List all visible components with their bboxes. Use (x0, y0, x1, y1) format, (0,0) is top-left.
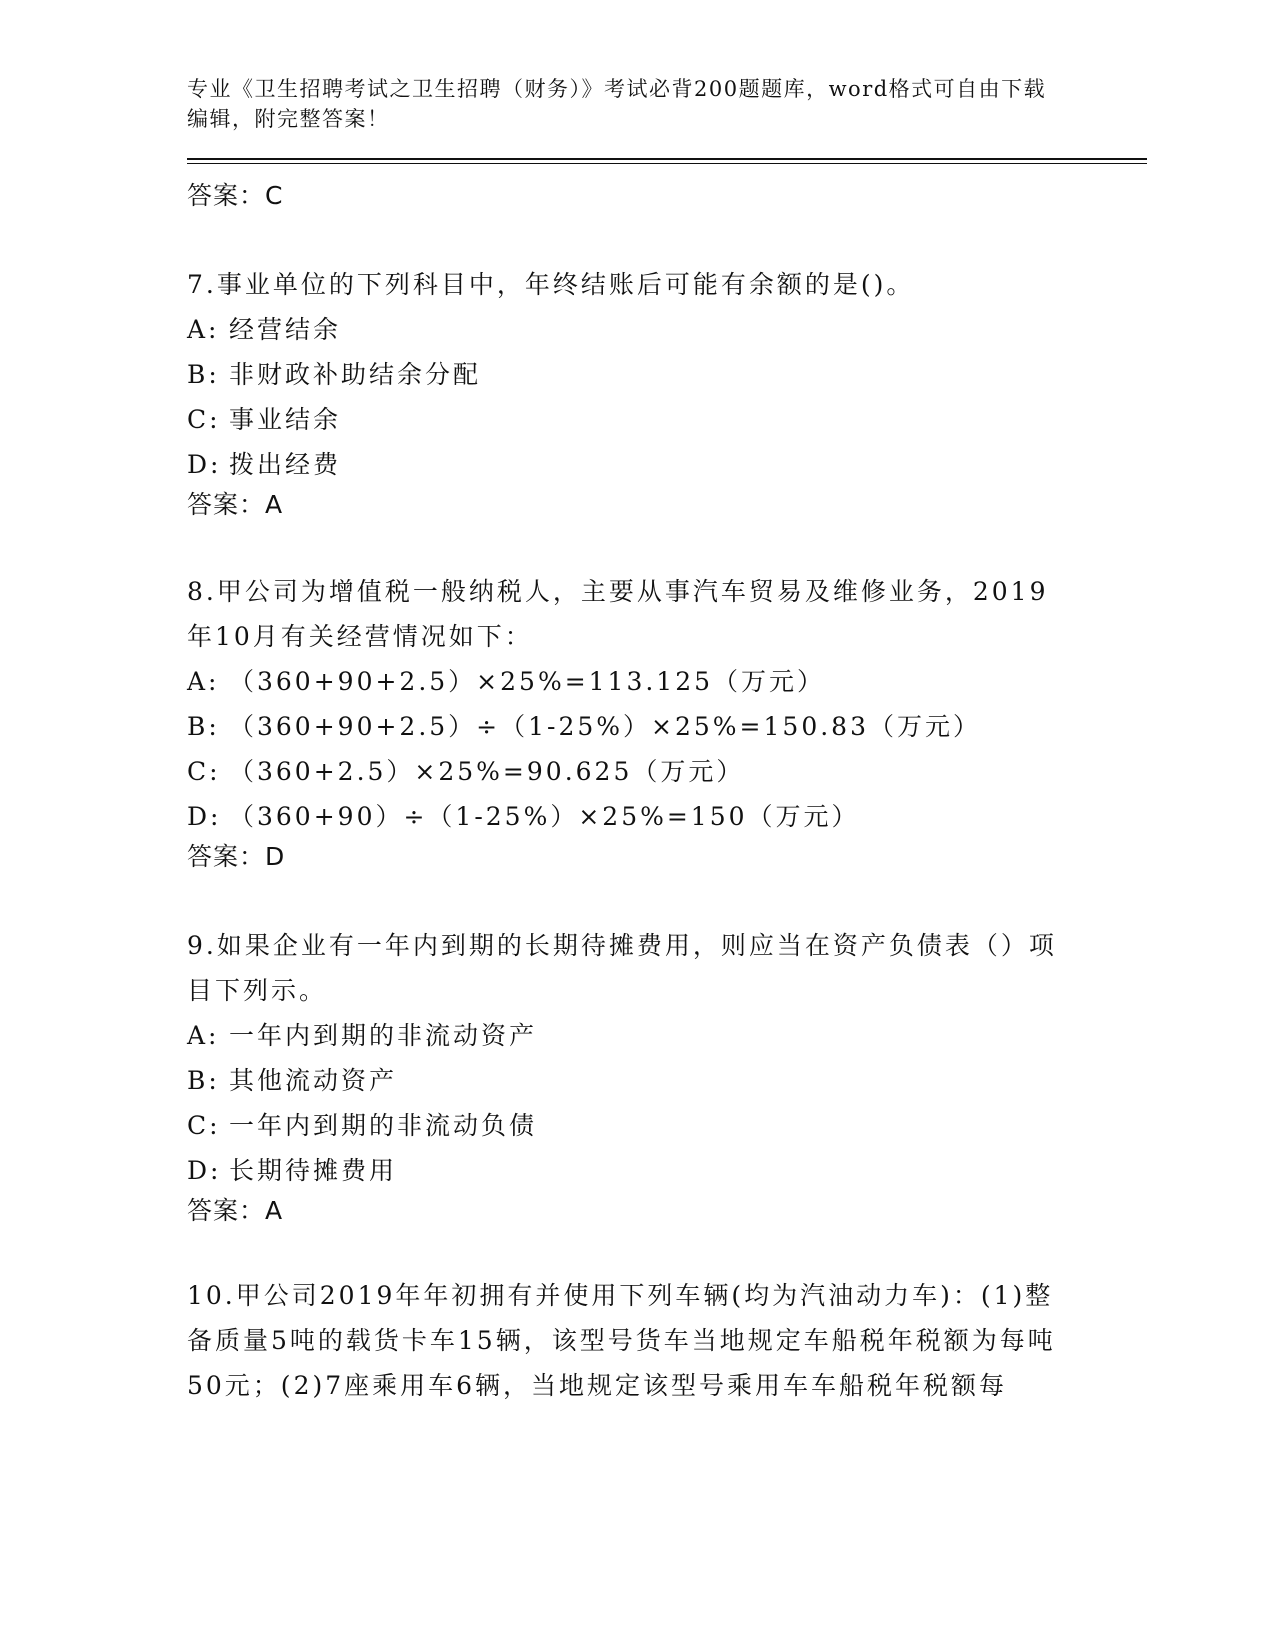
option-label: C: (187, 757, 221, 786)
option-label: A: (187, 667, 220, 696)
option-label: B: (187, 360, 220, 389)
option-text: 一年内到期的非流动资产 (229, 1021, 538, 1050)
option-text: （360+90+2.5）÷（1-25%）×25%=150.83（万元） (229, 712, 981, 741)
option-text: （360+90）÷（1-25%）×25%=150（万元） (229, 802, 860, 831)
option-label: C: (187, 1111, 221, 1140)
question-9 (187, 923, 1147, 1228)
option-a (187, 659, 1147, 704)
option-list (187, 659, 1147, 839)
question-stem: 9.如果企业有一年内到期的长期待摊费用，则应当在资产负债表（）项目下列示。 (187, 931, 1057, 1005)
option-list (187, 307, 1147, 487)
question-stem: 10.甲公司2019年年初拥有并使用下列车辆(均为汽油动力车)：(1)整备质量5吨的载货卡车15辆，该型号货车当地规定车船税年税额为每吨50元；(2)7座乘用车6辆，当地规定该型号乘用车车船税年税额每 (187, 1281, 1056, 1400)
option-label: C: (187, 405, 221, 434)
option-d (187, 442, 1147, 487)
option-text: （360+2.5）×25%=90.625（万元） (229, 757, 745, 786)
option-text: 经营结余 (229, 315, 342, 344)
option-label: A: (187, 315, 220, 344)
option-b (187, 352, 1147, 397)
question-stem: 8.甲公司为增值税一般纳税人，主要从事汽车贸易及维修业务，2019年10月有关经营情况如下： (187, 577, 1049, 651)
answer: 答案：A (187, 1196, 284, 1225)
option-list (187, 1013, 1147, 1193)
document-page (187, 74, 1147, 1408)
option-c (187, 397, 1147, 442)
option-d (187, 1148, 1147, 1193)
option-text: 一年内到期的非流动负债 (229, 1111, 538, 1140)
answer: 答案：D (187, 842, 286, 871)
header-divider (187, 158, 1147, 164)
option-b (187, 1058, 1147, 1103)
option-label: D: (187, 1156, 222, 1185)
answer-previous: 答案：C (187, 181, 284, 210)
option-text: 其他流动资产 (229, 1066, 398, 1095)
option-label: B: (187, 712, 220, 741)
option-label: A: (187, 1021, 220, 1050)
option-text: 非财政补助结余分配 (229, 360, 482, 389)
option-label: D: (187, 450, 222, 479)
option-label: B: (187, 1066, 220, 1095)
question-7 (187, 262, 1147, 522)
question-stem: 7.事业单位的下列科目中，年终结账后可能有余额的是()。 (187, 270, 915, 299)
answer: 答案：A (187, 490, 284, 519)
option-b (187, 704, 1147, 749)
option-d (187, 794, 1147, 839)
option-text: 长期待摊费用 (229, 1156, 398, 1185)
question-8 (187, 569, 1147, 874)
option-c (187, 749, 1147, 794)
option-a (187, 1013, 1147, 1058)
option-label: D: (187, 802, 222, 831)
option-text: （360+90+2.5）×25%=113.125（万元） (229, 667, 826, 696)
option-text: 事业结余 (229, 405, 342, 434)
option-c (187, 1103, 1147, 1148)
question-10 (187, 1273, 1147, 1408)
document-header: 专业《卫生招聘考试之卫生招聘（财务）》考试必背200题题库，word格式可自由下载编辑，附完整答案！ (187, 77, 1047, 131)
option-text: 拨出经费 (229, 450, 342, 479)
option-a (187, 307, 1147, 352)
